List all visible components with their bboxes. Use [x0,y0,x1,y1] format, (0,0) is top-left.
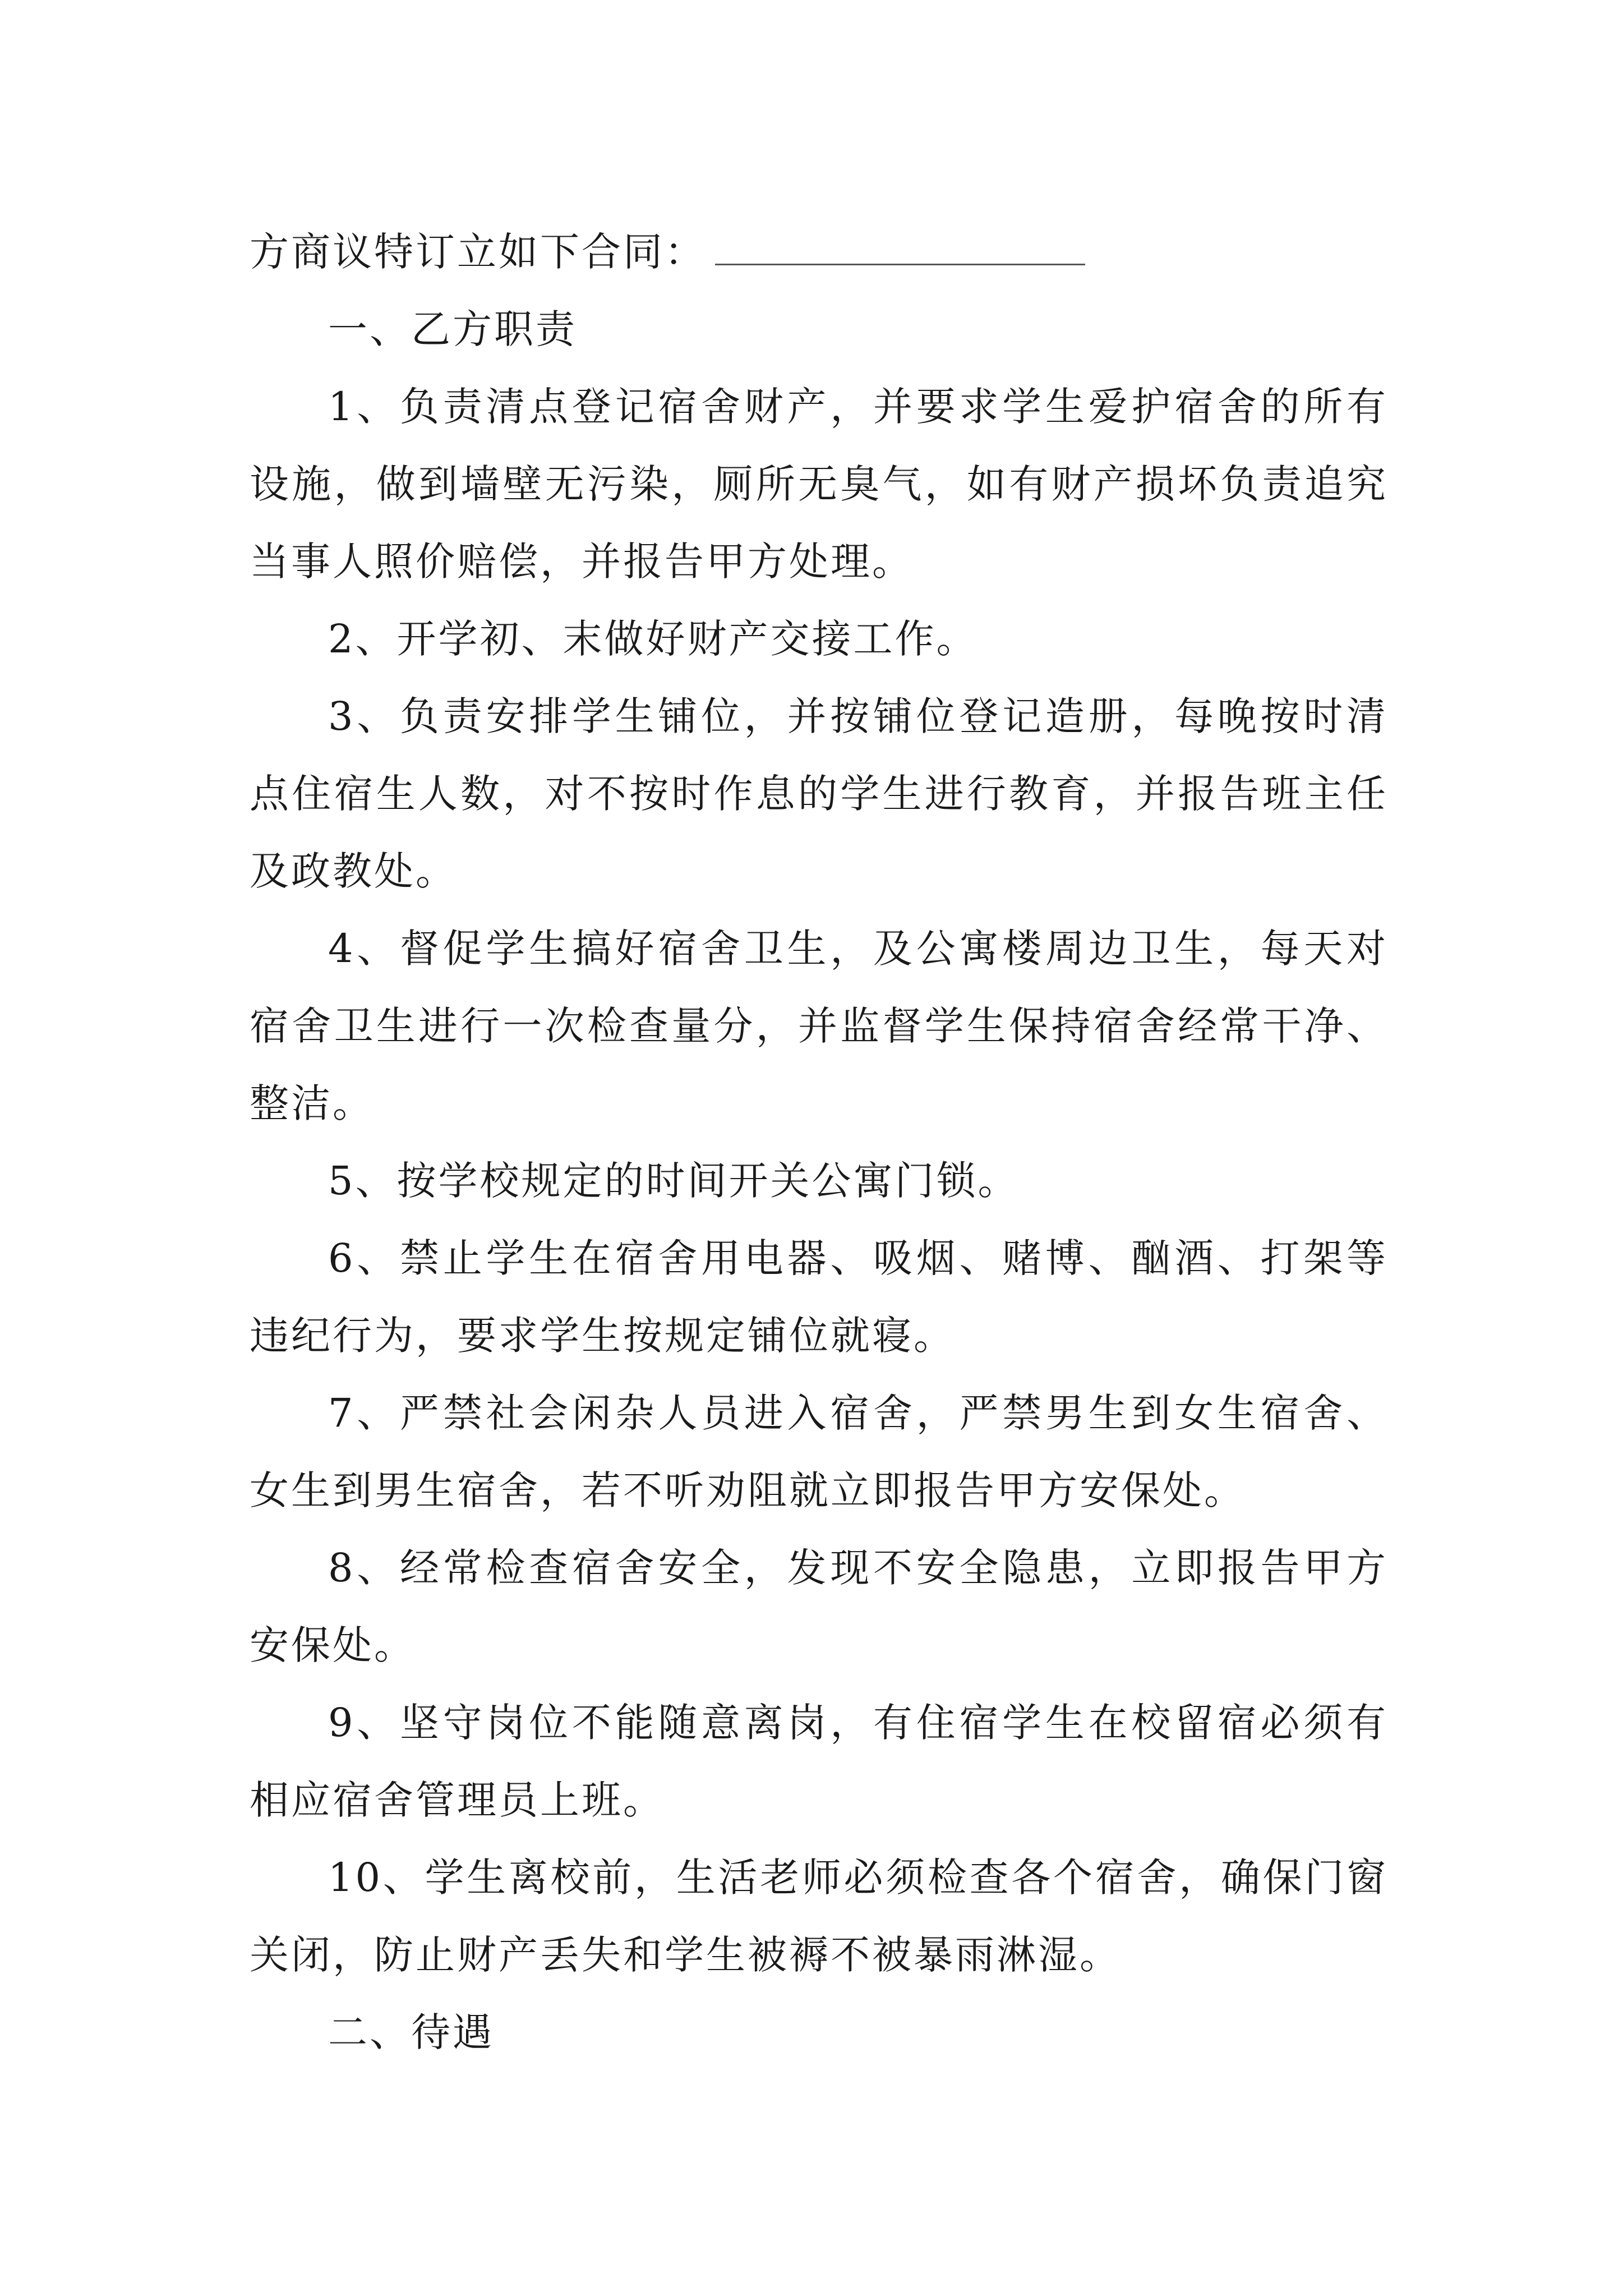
opening-line [250,213,1388,291]
fill-in-blank-line [715,264,1085,265]
opening-text: 方商议特订立如下合同： [250,229,706,275]
duty-item-5: 5、按学校规定的时间开关公寓门锁。 [328,1158,1020,1204]
duty-item-3: 3、负责安排学生铺位，并按铺位登记造册，每晚按时清点住宿生人数，对不按时作息的学生进行教育，并报告班主任及政教处。 [250,693,1388,894]
duty-item-9: 9、坚守岗位不能随意离岗，有住宿学生在校留宿必须有相应宿舍管理员上班。 [250,1700,1388,1823]
section-heading-benefits: 二、待遇 [328,2009,494,2055]
duty-item-4: 4、督促学生搞好宿舍卫生，及公寓楼周边卫生，每天对宿舍卫生进行一次检查量分，并监督学生保持宿舍经常干净、整洁。 [250,926,1388,1126]
section-heading-duties: 一、乙方职责 [328,306,577,352]
duty-item-6: 6、禁止学生在宿舍用电器、吸烟、赌博、酗酒、打架等违纪行为，要求学生按规定铺位就寝。 [250,1235,1388,1359]
duty-item-1: 1、负责清点登记宿舍财产，并要求学生爱护宿舍的所有设施，做到墙壁无污染，厕所无臭气，如有财产损坏负责追究当事人照价赔偿，并报告甲方处理。 [250,384,1388,585]
duty-item-2: 2、开学初、末做好财产交接工作。 [328,616,978,662]
duty-item-7: 7、严禁社会闲杂人员进入宿舍，严禁男生到女生宿舍、女生到男生宿舍，若不听劝阻就立即报告甲方安保处。 [250,1390,1388,1513]
document-body [250,213,1388,2071]
duty-item-10: 10、学生离校前，生活老师必须检查各个宿舍，确保门窗关闭，防止财产丢失和学生被褥不被暴雨淋湿。 [250,1855,1388,1978]
duty-item-8: 8、经常检查宿舍安全，发现不安全隐患，立即报告甲方安保处。 [250,1545,1388,1668]
